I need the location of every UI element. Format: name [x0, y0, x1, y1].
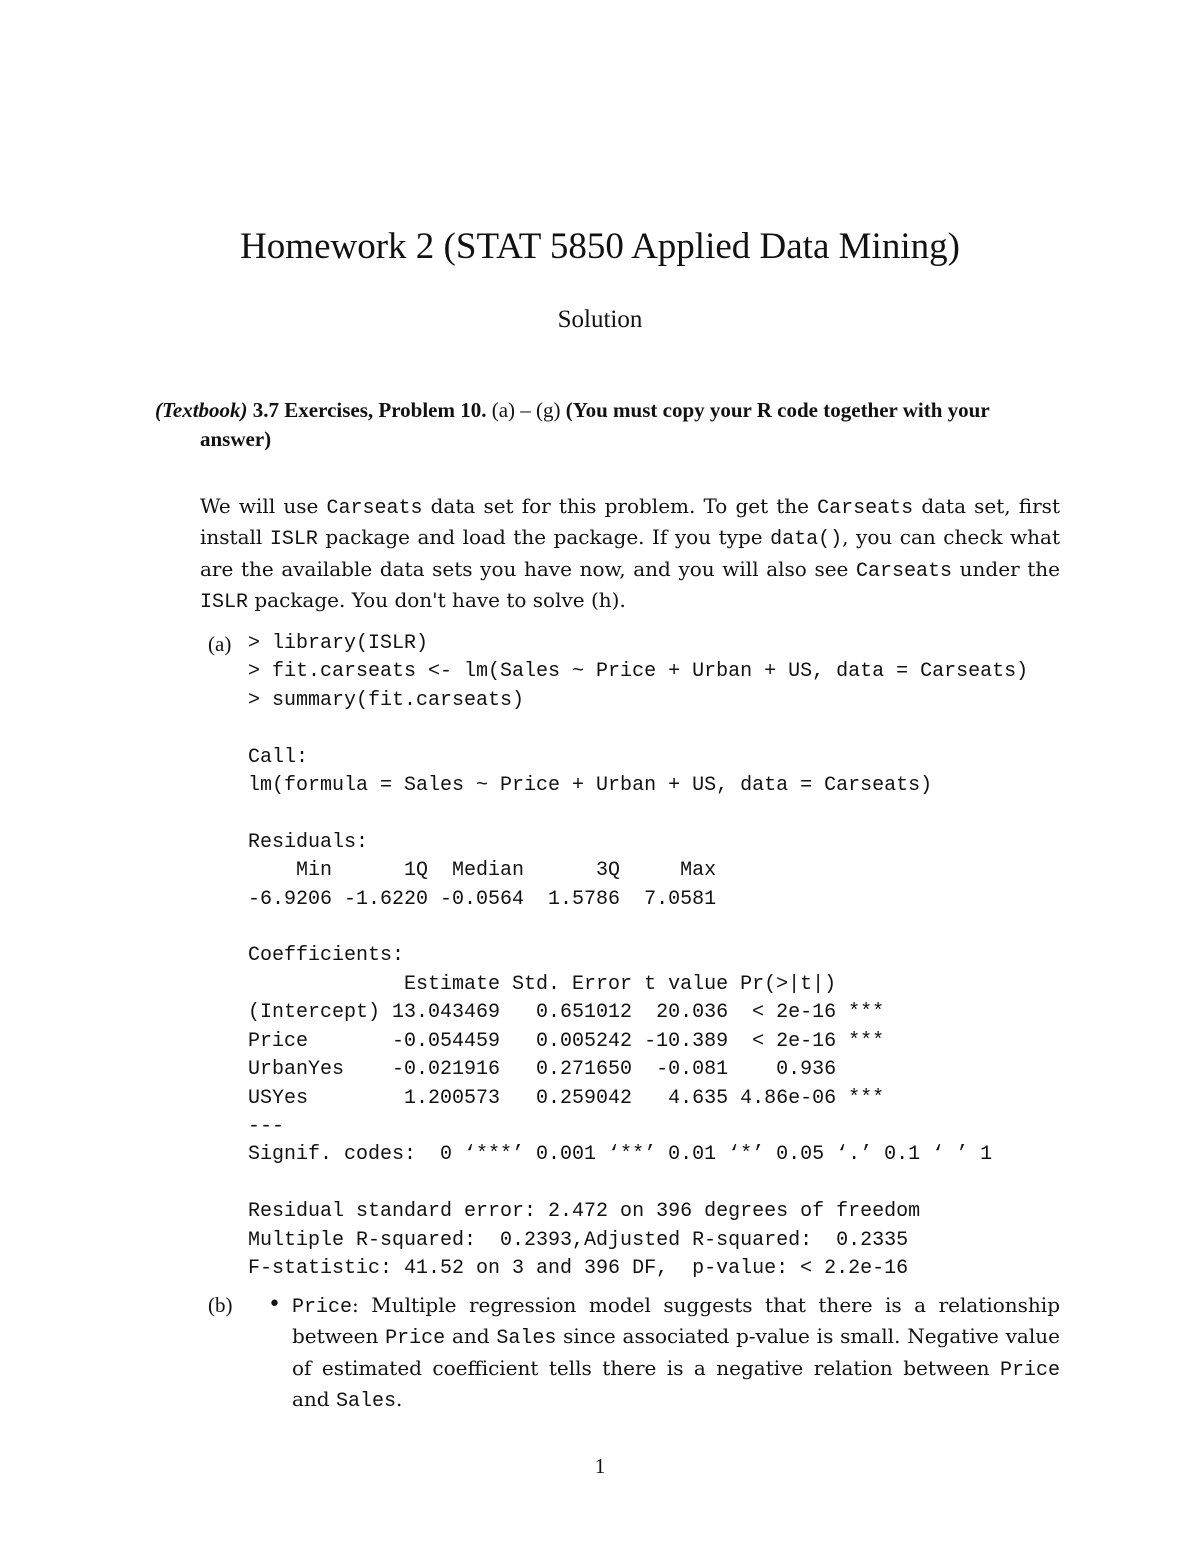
part-b-bullet-text: [292, 1291, 1060, 1416]
problem-text: 3.7 Exercises, Problem 10.: [252, 398, 487, 422]
answer-code: Sales: [496, 1327, 557, 1351]
code-line: Residuals:: [248, 830, 369, 854]
code-line: [248, 800, 1028, 828]
problem-heading: [155, 396, 1060, 454]
code-line: [248, 1170, 1028, 1198]
answer-text: .: [395, 1386, 403, 1411]
intro-code: ISLR: [269, 528, 318, 552]
bullet-icon: •: [268, 1292, 281, 1317]
code-line: [248, 715, 1028, 743]
intro-text: package. You don't have to solve (h).: [248, 587, 626, 612]
answer-text: and: [292, 1386, 336, 1411]
code-line: > fit.carseats <- lm(Sales ~ Price + Urban + US, data = Carseats): [248, 660, 1029, 684]
intro-code: ISLR: [200, 590, 249, 614]
intro-code: Carseats: [817, 497, 914, 520]
problem-source: (Textbook): [155, 398, 248, 422]
document-title: Homework 2 (STAT 5850 Applied Data Mining): [240, 226, 960, 267]
intro-code: data(): [770, 528, 843, 552]
code-line: Residual standard error: 2.472 on 396 degrees of freedom: [248, 1200, 921, 1224]
problem-parts: (a) – (g): [491, 398, 561, 422]
code-line: USYes 1.200573 0.259042 4.635 4.86e-06 ***: [248, 1086, 885, 1110]
answer-text: : Multiple regression model suggests that there is a relationship between: [292, 1293, 1060, 1349]
intro-code: Carseats: [326, 497, 423, 520]
answer-text: and: [445, 1324, 497, 1349]
answer-code: Price: [385, 1327, 446, 1351]
problem-instruction-1: (You must copy your R code: [565, 398, 818, 422]
code-line: lm(formula = Sales ~ Price + Urban + US, data = Carseats): [248, 774, 933, 798]
code-line: (Intercept) 13.043469 0.651012 20.036 < 2e-16 ***: [248, 1001, 885, 1025]
code-line: Signif. codes: 0 ‘***’ 0.001 ‘**’ 0.01 ‘*’ 0.05 ‘.’ 0.1 ‘ ’ 1: [248, 1143, 993, 1167]
document-subtitle: Solution: [557, 306, 643, 333]
code-line: -6.9206 -1.6220 -0.0564 1.5786 7.0581: [248, 887, 717, 911]
intro-text: data set, first install: [200, 494, 1060, 550]
code-line: Call:: [248, 745, 309, 769]
code-line: UrbanYes -0.021916 0.271650 -0.081 0.936: [248, 1058, 837, 1082]
answer-code: Sales: [335, 1389, 396, 1413]
answer-code: Price: [292, 1296, 353, 1319]
page-number: 1: [594, 1454, 606, 1478]
intro-text: data set for this problem. To get the: [422, 494, 818, 518]
intro-text: under the: [952, 556, 1061, 581]
answer-text: since associated p-value is small. Negative value of estimated coefficient tells there is a negative relation between: [292, 1324, 1060, 1380]
code-line: ---: [248, 1114, 285, 1138]
code-line: > library(ISLR): [248, 632, 429, 655]
part-b-label: (b): [208, 1293, 233, 1317]
code-line: F-statistic: 41.52 on 3 and 396 DF, p-value: < 2.2e-16: [248, 1256, 909, 1280]
code-line: [248, 914, 1028, 942]
code-line: Coefficients:: [248, 944, 405, 968]
code-line: Multiple R-squared: 0.2393,Adjusted R-squared: 0.2335: [248, 1228, 909, 1252]
r-code-output: [248, 630, 1028, 1283]
intro-paragraph: [200, 492, 1060, 617]
intro-text: , you can check what are the available data sets you have now, and you will also see: [200, 525, 1061, 581]
part-a-label: (a): [208, 632, 232, 656]
intro-text: package and load the package. If you type: [317, 525, 771, 550]
intro-code: Carseats: [856, 559, 953, 583]
answer-code: Price: [999, 1358, 1060, 1382]
code-line: Estimate Std. Error t value Pr(>|t|): [248, 972, 837, 996]
code-line: > summary(fit.carseats): [248, 688, 525, 712]
code-line: Min 1Q Median 3Q Max: [248, 859, 717, 883]
intro-text: We will use: [200, 494, 327, 518]
problem-instruction-2: together with your answer): [200, 398, 990, 451]
code-line: Price -0.054459 0.005242 -10.389 < 2e-16 ***: [248, 1029, 885, 1053]
